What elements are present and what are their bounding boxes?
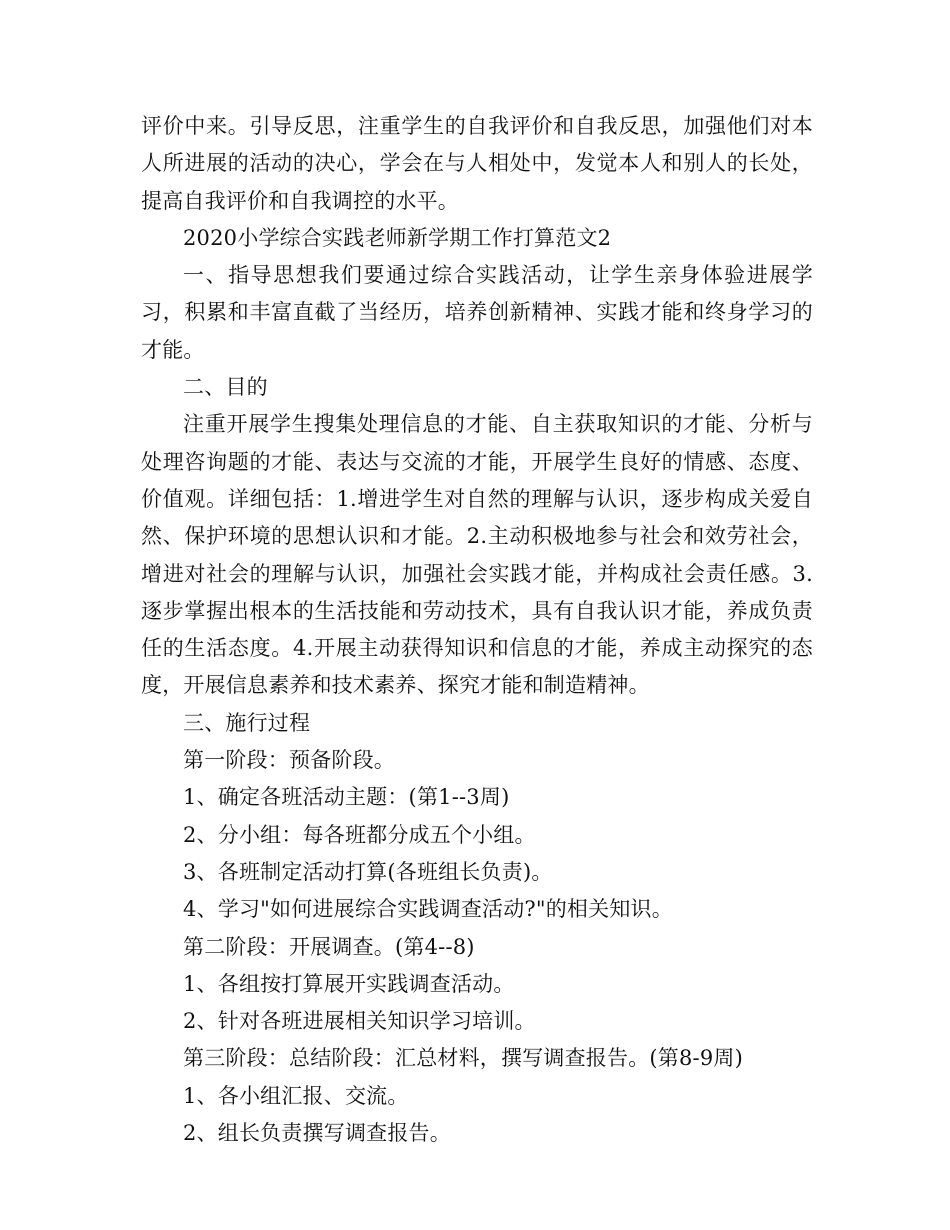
document-body — [141, 108, 813, 1152]
list-item: 2、分小组：每各班都分成五个小组。 — [183, 822, 536, 847]
list-item: 1、各组按打算展开实践调查活动。 — [183, 971, 515, 996]
section-heading-purpose: 二、目的 — [183, 375, 268, 400]
document-title: 2020小学综合实践老师新学期工作打算范文2 — [183, 225, 612, 250]
paragraph-purpose-detail: 注重开展学生搜集处理信息的才能、自主获取知识的才能、分析与处理咨询题的才能、表达与交流的才能，开展学生良好的情感、态度、价值观。详细包括：1.增进学生对自然的理解与认识，逐步构成关爱自然、保护环境的思想认识和才能。2.主动积极地参与社会和效劳社会，增进对社会的理解与认识，加强社会实践才能，并构成社会责任感。3.逐步掌握出根本的生活技能和劳动技术，具有自我认识才能，养成负责任的生活态度。4.开展主动获得知识和信息的才能，养成主动探究的态度，开展信息素养和技术素养、探究才能和制造精神。 — [141, 412, 813, 698]
stage-one-heading: 第一阶段：预备阶段。 — [183, 748, 395, 773]
stage-two-heading: 第二阶段：开展调查。(第4--8) — [183, 934, 475, 959]
list-item: 4、学习"如何进展综合实践调查活动?"的相关知识。 — [183, 897, 673, 922]
paragraph-guiding-ideology: 一、指导思想我们要通过综合实践活动，让学生亲身体验进展学习，积累和丰富直截了当经历，培养创新精神、实践才能和终身学习的才能。 — [141, 263, 813, 362]
list-item: 1、确定各班活动主题：(第1--3周) — [183, 785, 510, 810]
paragraph-evaluation-reflection: 评价中来。引导反思，注重学生的自我评价和自我反思，加强他们对本人所进展的活动的决心，学会在与人相处中，发觉本人和别人的长处，提高自我评价和自我调控的水平。 — [141, 114, 813, 213]
list-item: 2、针对各班进展相关知识学习培训。 — [183, 1009, 536, 1034]
section-heading-process: 三、施行过程 — [183, 710, 311, 735]
list-item: 3、各班制定活动打算(各班组长负责)。 — [183, 859, 553, 884]
stage-three-heading: 第三阶段：总结阶段：汇总材料，撰写调查报告。(第8-9周) — [183, 1046, 744, 1071]
list-item: 1、各小组汇报、交流。 — [183, 1083, 409, 1108]
list-item: 2、组长负责撰写调查报告。 — [183, 1121, 451, 1146]
